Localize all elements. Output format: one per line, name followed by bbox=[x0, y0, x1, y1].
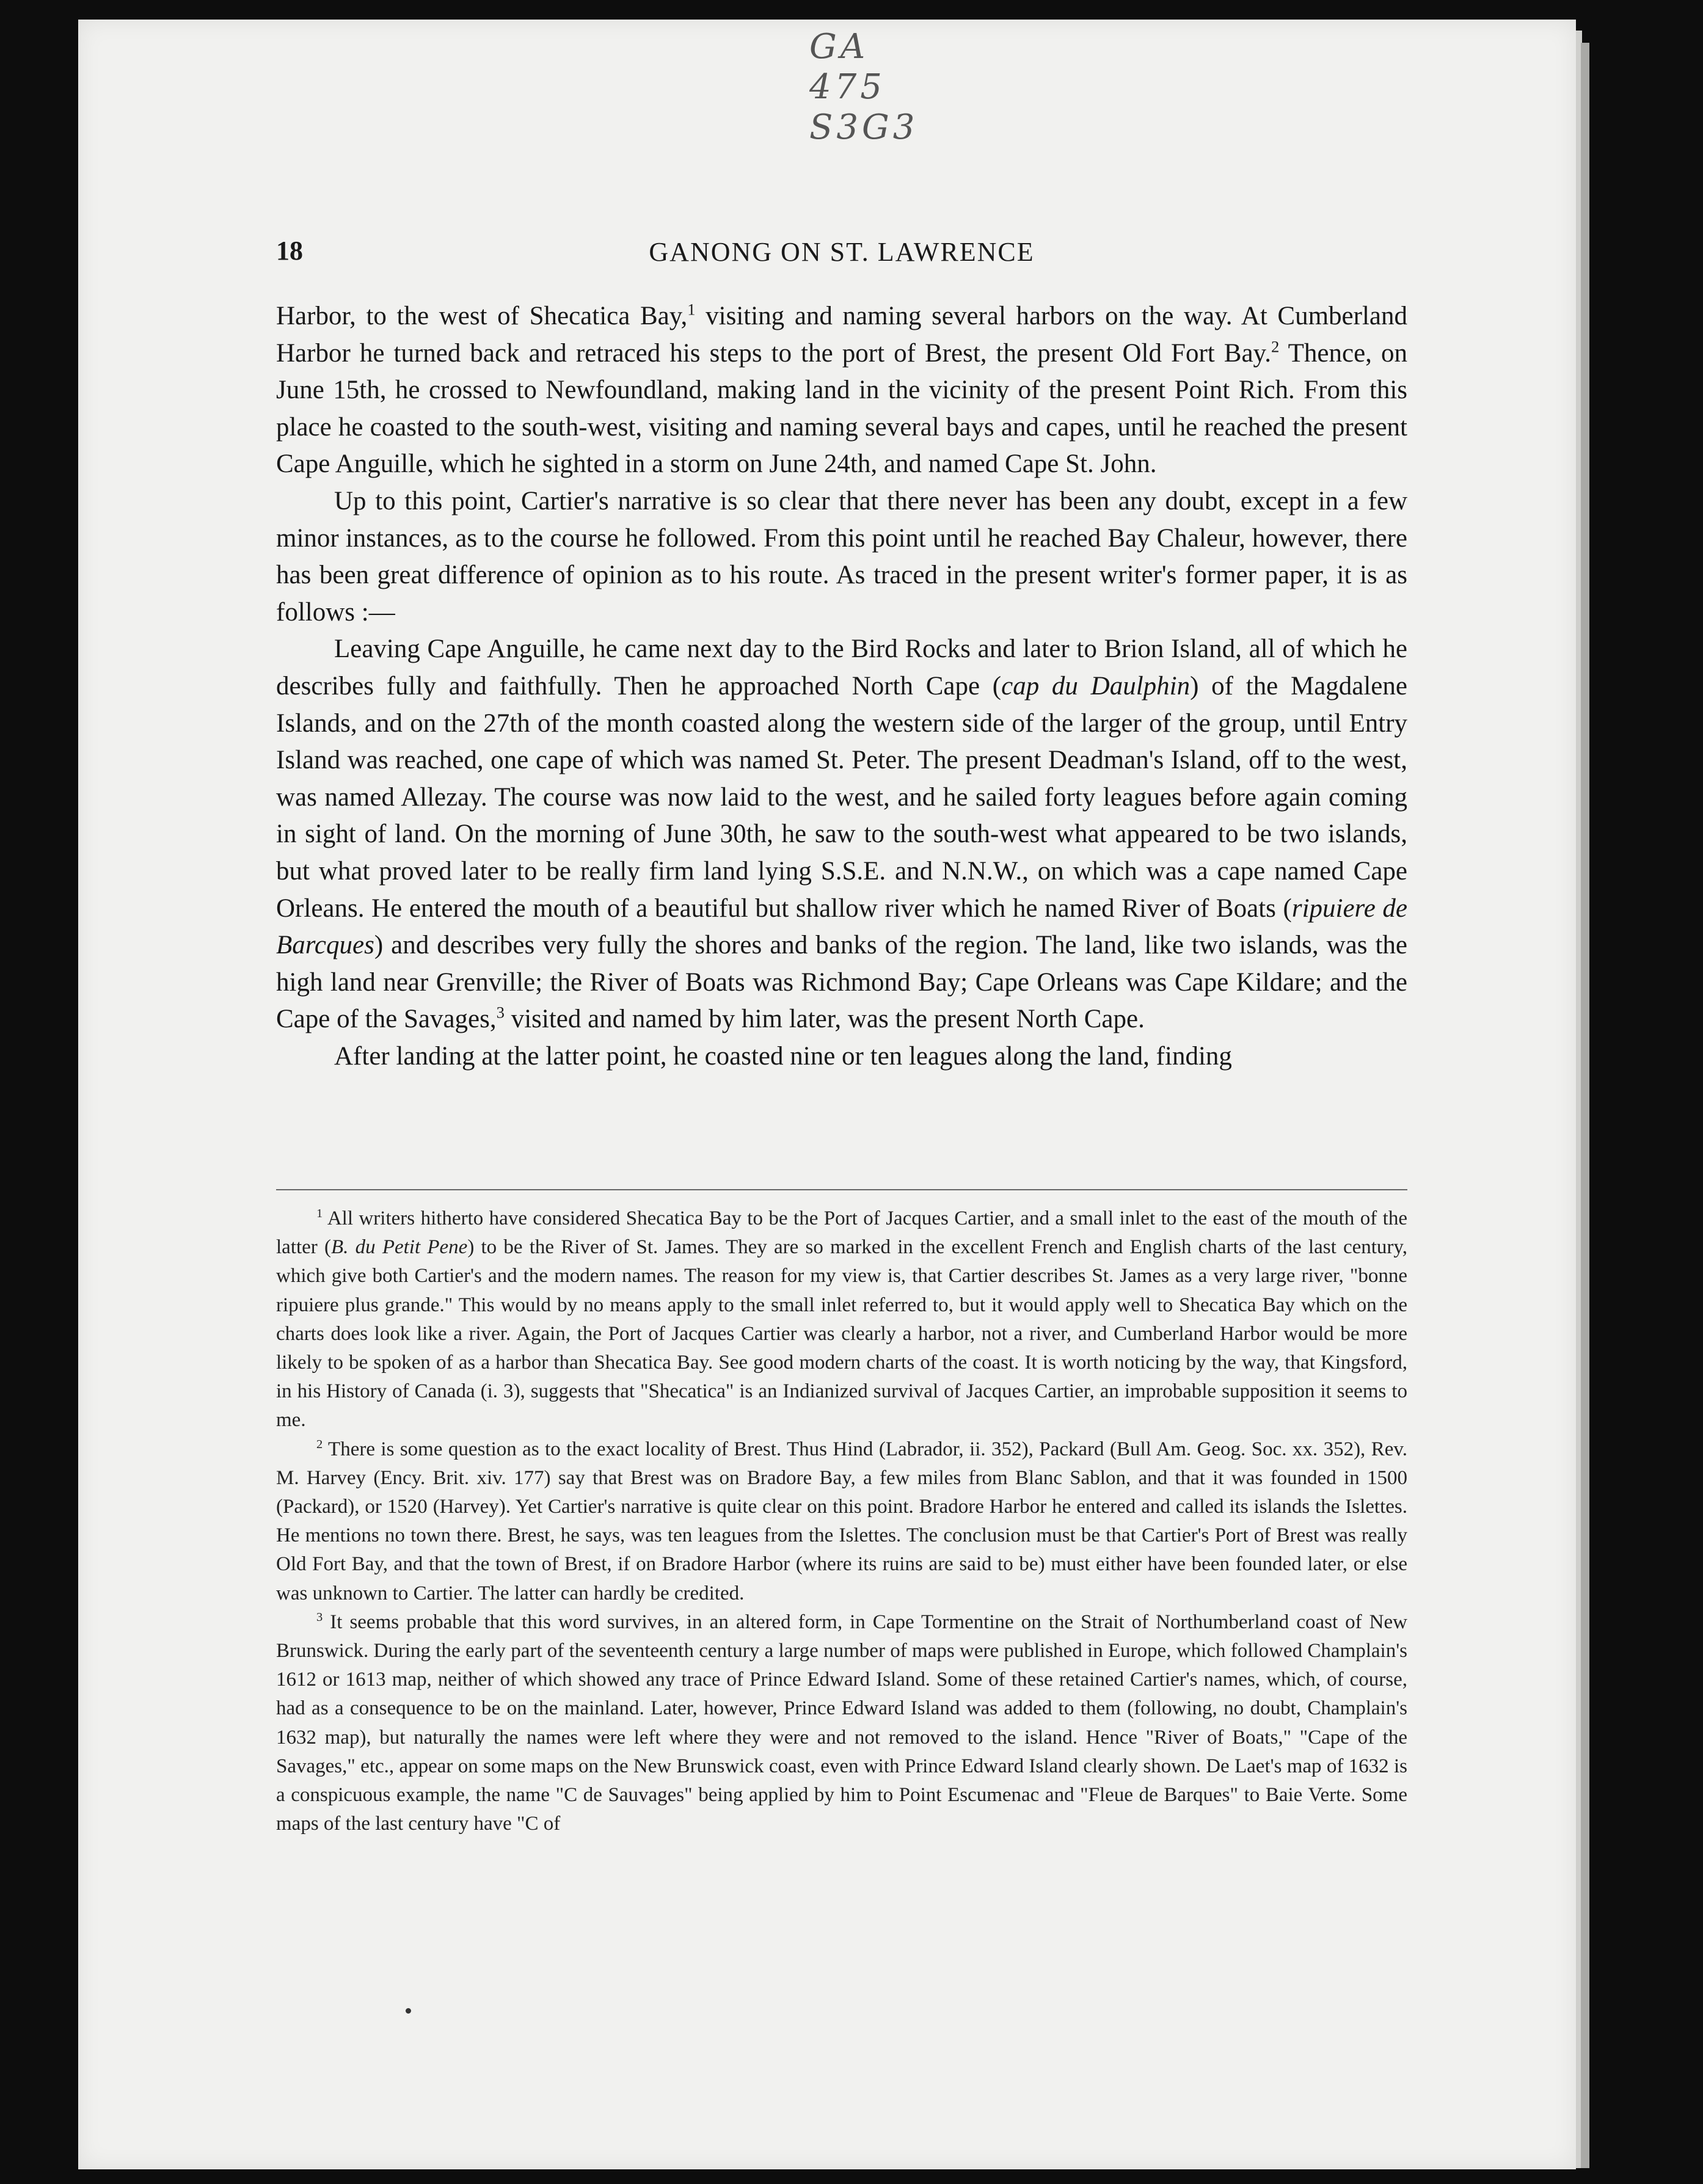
text-run: There is some question as to the exact locality of Brest. Thus Hind (Labrador, ii. 352), Packard (Bull Am. Geog. Soc. xx. 352), Rev. M. Harvey (Ency. Brit. xiv. 177) say that Brest was on Bradore Bay, a few miles from Blanc Sablon, and that it was founded in 1500 (Packard), or 1520 (Harvey). Yet Cartier's narrative is quite clear on this point. Bradore Harbor he entered and called its islands the Islettes. He mentions no town there. Brest, he says, was ten leagues from the Islettes. The conclusion must be that Cartier's Port of Brest was really Old Fort Bay, and that the town of Brest, if on Bradore Harbor (where its ruins are said to be) must either have been founded later, or else was unknown to Cartier. The latter can hardly be credited. bbox=[276, 1438, 1407, 1604]
footnote-ref: 3 bbox=[496, 1003, 505, 1022]
speck-dot bbox=[406, 2008, 411, 2014]
text-run: ) and describes very fully the shores and banks of the region. The land, like two islands, was the high land near Grenville; the River of Boats was Richmond Bay; Cape Orleans was Cape Kildare; and the Cape of the Savages, bbox=[276, 931, 1407, 1034]
text-run: visiting and naming several harbors on the way. At Cumberland Harbor he turned back and retraced his steps to the port of Brest, the present Old Fort Bay. bbox=[276, 302, 1407, 368]
page-number: 18 bbox=[276, 236, 303, 266]
footnote-ref: 1 bbox=[687, 300, 696, 319]
call-number-line: S3G3 bbox=[809, 107, 919, 147]
italic-run: ripuiere de Barcques bbox=[276, 894, 1407, 960]
footnote-3 bbox=[276, 1608, 1407, 1839]
text-run: Leaving Cape Anguille, he came next day to the Bird Rocks and later to Brion Island, all of which he describes fully and faithfully. Then he approached North Cape ( bbox=[276, 635, 1407, 701]
footnote-number: 1 bbox=[316, 1207, 323, 1220]
body-text bbox=[276, 298, 1407, 1075]
footnote-rule bbox=[276, 1189, 1407, 1190]
paragraph: Up to this point, Cartier's narrative is so clear that there never has been any doubt, except in a few minor instances, as to the course he followed. From this point until he reached Bay Chaleur, however, there has been great difference of opinion as to his route. As traced in the present writer's former paper, it is as follows :— bbox=[276, 486, 1407, 627]
text-run: All writers hitherto have considered Shecatica Bay to be the Port of Jacques Cartier, and a small inlet to the east of the mouth of the latter ( bbox=[276, 1207, 1407, 1259]
footnote-2 bbox=[276, 1435, 1407, 1608]
paragraph bbox=[276, 298, 1407, 483]
running-head: GANONG ON ST. LAWRENCE bbox=[649, 237, 1035, 267]
paragraph: After landing at the latter point, he coasted nine or ten leagues along the land, finding bbox=[334, 1041, 1232, 1071]
text-run: Thence, on June 15th, he crossed to Newfoundland, making land in the vicinity of the present Point Rich. From this place he coasted to the south-west, visiting and naming several bays and capes, until he reached the present Cape Anguille, which he sighted in a storm on June 24th, and named Cape St. John. bbox=[276, 338, 1407, 479]
footnote-number: 2 bbox=[316, 1437, 323, 1451]
italic-run: cap du Daulphin bbox=[1001, 671, 1191, 701]
page-edge-dark bbox=[1581, 43, 1589, 2168]
paragraph bbox=[276, 631, 1407, 1038]
text-run: visited and named by him later, was the present North Cape. bbox=[504, 1005, 1145, 1034]
footnote-number: 3 bbox=[316, 1610, 323, 1624]
call-number-line: 475 bbox=[809, 67, 886, 107]
text-run: It seems probable that this word survives, in an altered form, in Cape Tormentine on the Strait of Northumberland coast of New Brunswick. During the early part of the seventeenth century a large number of maps were published in Europe, which followed Champlain's 1612 or 1613 map, neither of which showed any trace of Prince Edward Island. Some of these retained Cartier's names, which, of course, had as a consequence to be on the mainland. Later, however, Prince Edward Island was added to them (following, no doubt, Champlain's 1632 map), but naturally the names were left where they were and not removed to the island. Hence "River of Boats," "Cape of the Savages," etc., appear on some maps on the New Brunswick coast, even with Prince Edward Island clearly shown. De Laet's map of 1632 is a conspicuous example, the name "C de Sauvages" being applied by him to Point Escumenac and "Fleue de Barques" to Baie Verte. Some maps of the last century have "C of bbox=[276, 1611, 1407, 1835]
footnote-ref: 2 bbox=[1271, 337, 1280, 356]
page-header bbox=[276, 235, 1407, 272]
footnotes bbox=[276, 1204, 1407, 1838]
italic-run: B. du Petit Pene bbox=[331, 1236, 468, 1259]
call-number-line: GA bbox=[809, 27, 869, 67]
footnote-1 bbox=[276, 1204, 1407, 1435]
text-run: Harbor, to the west of Shecatica Bay, bbox=[276, 302, 688, 330]
handwritten-call-number bbox=[809, 27, 918, 148]
text-run: ) of the Magdalene Islands, and on the 27th of the month coasted along the western side of the larger of the group, until Entry Island was reached, one cape of which was named St. Peter. The present Deadman's Island, off to the west, was named Allezay. The course was now laid to the west, and he sailed forty leagues before again coming in sight of land. On the morning of June 30th, he saw to the south-west what appeared to be two islands, but what proved later to be really firm land lying S.S.E. and N.N.W., on which was a cape named Cape Orleans. He entered the mouth of a beautiful but shallow river which he named River of Boats ( bbox=[276, 671, 1407, 923]
text-run: ) to be the River of St. James. They are so marked in the excellent French and English charts of the last century, which give both Cartier's and the modern names. The reason for my view is, that Cartier describes St. James as a very large river, "bonne ripuiere plus grande." This would by no means apply to the small inlet referred to, but it would apply well to Shecatica Bay which on the charts does look like a river. Again, the Port of Jacques Cartier was clearly a harbor, not a river, and Cumberland Harbor would be more likely to be spoken of as a harbor than Shecatica Bay. See good modern charts of the coast. It is worth noticing by the way, that Kingsford, in his History of Canada (i. 3), suggests that "Shecatica" is an Indianized survival of Jacques Cartier, an improbable supposition it seems to me. bbox=[276, 1236, 1408, 1432]
